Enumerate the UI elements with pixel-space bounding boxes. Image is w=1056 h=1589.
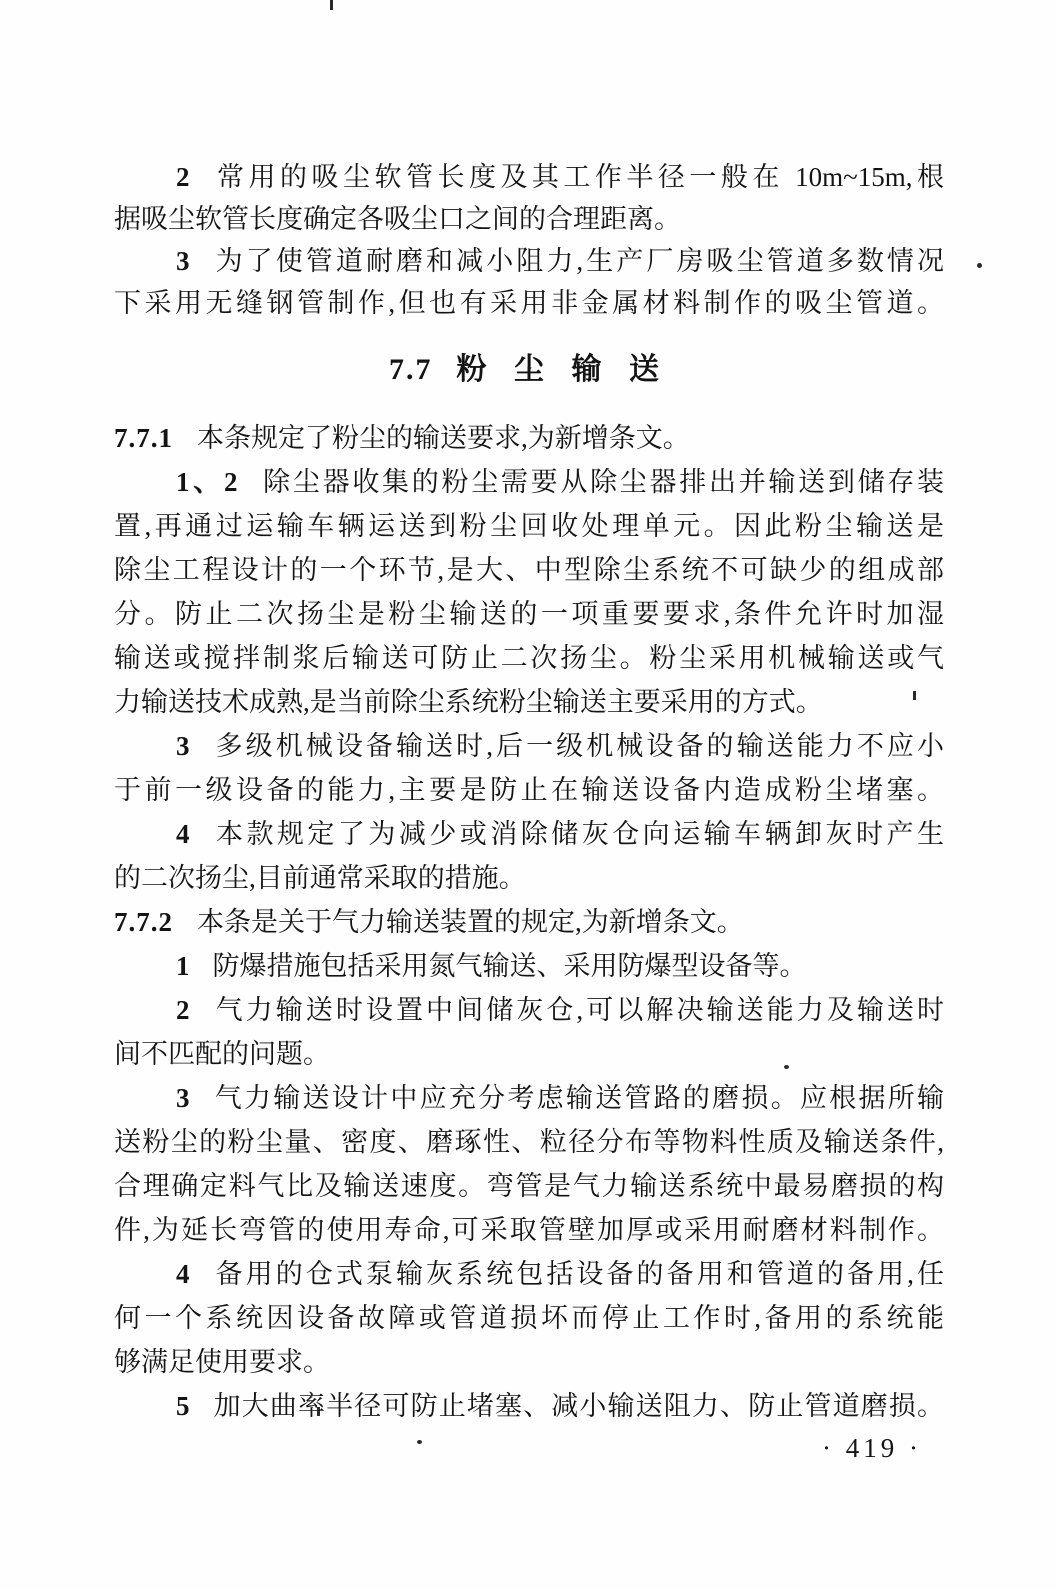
item-number: 3 [176,1083,191,1113]
text-line [114,1032,944,1076]
item-number: 1、2 [176,467,239,497]
section-body [114,416,944,1428]
text-line [114,592,944,636]
item-number: 2 [176,995,191,1025]
text-line [114,768,944,812]
text-line [114,198,944,240]
text-line [114,282,944,324]
line-text: 输送或搅拌制浆后输送可防止二次扬尘。粉尘采用机械输送或气 [114,643,944,673]
text-line [114,156,944,198]
item-number: 5 [176,1391,191,1421]
text-line [114,1252,944,1296]
text-line [114,1384,944,1428]
text-line [114,1164,944,1208]
item-number: 3 [176,731,191,761]
scan-artifact [977,263,982,268]
line-text: 加大曲率半径可防止堵塞、减小输送阻力、防止管道磨损。 [212,1391,944,1421]
text-line [114,1296,944,1340]
line-text: 分。防止二次扬尘是粉尘输送的一项重要要求,条件允许时加湿 [114,599,944,629]
line-text: 何一个系统因设备故障或管道损坏而停止工作时,备用的系统能 [114,1303,944,1333]
item-number: 3 [176,246,191,276]
item-number: 4 [176,1259,191,1289]
section-title: 粉 尘 输 送 [456,353,669,386]
line-text: 备用的仓式泵输灰系统包括设备的备用和管道的备用,任 [212,1259,944,1289]
line-text: 的二次扬尘,目前通常采取的措施。 [114,863,526,893]
line-text: 件,为延长弯管的使用寿命,可采取管壁加厚或采用耐磨材料制作。 [114,1215,944,1245]
line-text: 置,再通过运输车辆运送到粉尘回收处理单元。因此粉尘输送是 [114,511,944,541]
text-line [114,900,944,944]
text-line [114,636,944,680]
line-text: 合理确定料气比及输送速度。弯管是气力输送系统中最易磨损的构 [114,1171,944,1201]
line-text: 常用的吸尘软管长度及其工作半径一般在 10m~15m,根 [212,162,944,192]
line-text: 本款规定了为减少或消除储灰仓向运输车辆卸灰时产生 [212,819,944,849]
line-text: 除尘工程设计的一个环节,是大、中型除尘系统不可缺少的组成部 [114,555,944,585]
page-body [114,156,944,1464]
line-text: 够满足使用要求。 [114,1347,330,1377]
page-number: · 419 · [822,1433,922,1463]
text-line [114,504,944,548]
text-line [114,240,944,282]
line-text: 力输送技术成熟,是当前除尘系统粉尘输送主要采用的方式。 [114,687,823,717]
line-text: 于前一级设备的能力,主要是防止在输送设备内造成粉尘堵塞。 [114,775,944,805]
line-text: 气力输送设计中应充分考虑输送管路的磨损。应根据所输 [212,1083,944,1113]
text-line [114,1340,944,1384]
text-line [114,988,944,1032]
line-text: 下采用无缝钢管制作,但也有采用非金属材料制作的吸尘管道。 [114,288,944,318]
clause-number: 7.7.1 [114,423,173,453]
text-line [114,548,944,592]
line-text: 气力输送时设置中间储灰仓,可以解决输送能力及输送时 [212,995,944,1025]
scan-artifact [330,0,333,10]
line-text: 本条是关于气力输送装置的规定,为新增条文。 [197,907,744,937]
section-number: 7.7 [389,353,433,386]
section-heading [114,348,944,392]
text-line [114,680,944,724]
text-line [114,1208,944,1252]
text-line [114,460,944,504]
line-text: 据吸尘软管长度确定各吸尘口之间的合理距离。 [114,204,681,234]
clause-number: 7.7.2 [114,907,173,937]
line-text: 多级机械设备输送时,后一级机械设备的输送能力不应小 [212,731,944,761]
text-line [114,944,944,988]
text-line [114,416,944,460]
item-number: 4 [176,819,191,849]
line-text: 为了使管道耐磨和减小阻力,生产厂房吸尘管道多数情况 [212,246,944,276]
line-text: 除尘器收集的粉尘需要从除尘器排出并输送到储存装 [260,467,944,497]
text-line [114,812,944,856]
item-number: 2 [176,162,191,192]
text-line [114,1076,944,1120]
line-text: 本条规定了粉尘的输送要求,为新增条文。 [197,423,690,453]
line-text: 送粉尘的粉尘量、密度、磨琢性、粒径分布等物料性质及输送条件, [114,1127,944,1157]
text-line [114,856,944,900]
text-line [114,724,944,768]
item-number: 1 [176,951,191,981]
text-line [114,1120,944,1164]
line-text: 防爆措施包括采用氮气输送、采用防爆型设备等。 [212,951,807,981]
line-text: 间不匹配的问题。 [114,1039,330,1069]
